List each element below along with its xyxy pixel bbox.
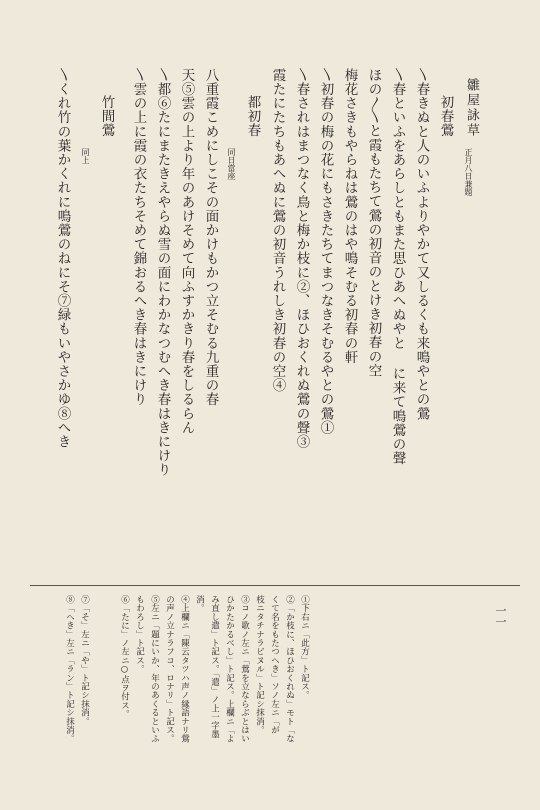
poem-line: 〵初春の梅の花にもさきたちてまつなきそむるやとの鶯① — [317, 68, 334, 435]
poem-heading: 初春鶯 — [437, 95, 454, 138]
poem-line: 〵春されはまつなく鳥と梅か枝に②、ほひおくれぬ鶯の聲③ — [293, 68, 310, 449]
page-number: 一一 — [494, 605, 507, 627]
poem-heading: 都初春 — [244, 95, 261, 138]
footnote-line: 消。 — [194, 595, 205, 613]
footnote-line: もわろし」ト記ス。 — [134, 595, 145, 674]
poem-line: 〵春きぬと人のいふよりやかて又しるくも来鳴やとの鶯 — [413, 68, 430, 421]
footnote-line: ⑤左ニ「題にいか、年のあくるといふ — [149, 595, 160, 743]
footnote-line: ひかたかるべし」ト記ス。上欄ニ「よ — [224, 595, 235, 743]
poem-line: ほの〳〵と霞もたちて鶯の初音のとけき初春の空 — [365, 68, 382, 378]
poem-heading-note: 同上 — [81, 148, 90, 164]
footnote-line: ⑥「たに」ノ左ニ○点ヲ付ス。 — [119, 595, 130, 719]
poem-line: 〵雲の上に霞の衣たちそめて錦おるへき春はきにけり — [130, 68, 147, 407]
footnote-line: ②「か枝に、ほひおくれぬ」モト「な — [284, 595, 295, 743]
poem-line: 天⑤雲の上より年のあけそめて向ふすかきり春をしるらん — [178, 68, 195, 435]
footnote-line: ③コノ歌ノ左ニ「鶯を立ならぶとはい — [239, 595, 250, 743]
footnote-line: ⑦「そ」左ニ「や」ト記シ抹消。 — [79, 595, 90, 726]
footnote-line: の声ノ立ナラフコ、ロナリ」ト記ス。 — [164, 595, 175, 743]
poem-heading: 竹間鶯 — [98, 95, 115, 138]
poem-line: 霞たにたちもあへぬに鶯の初音うれしき初春の空④ — [269, 68, 286, 393]
footnote-line: 枝ニタチナラビヌル」ト記シ抹消。 — [254, 595, 265, 735]
footnote-line: ①下右ニ「此方」ト記ス。 — [299, 595, 310, 700]
book-title-note: 正月八日兼題 — [464, 148, 473, 196]
notes-divider — [30, 585, 520, 586]
poem-line: 〵春といふをあらしともまた思ひあへぬやと に来て鳴鶯の聲 — [389, 68, 406, 466]
footnote-line: み直し遣」ト記ス。「遣」ノ上一字墨 — [209, 595, 220, 739]
poem-line: 〵くれ竹の葉かくれに鳴鶯のねにそ⑦緑もいやさかゆ⑧へき — [54, 68, 71, 449]
footnote-line: ⑧「へき」左ニ「ラン」ト記シ抹消。 — [64, 595, 75, 743]
poem-line: 〵都⑥たにまたきえやらぬ雪の面にわかなつむへき春はきにけり — [154, 68, 171, 477]
footnote-line: くて名をもたつへき」ソノ左ニ「が — [269, 595, 280, 735]
footnote-line: ④上欄ニ「陳云タツハ声ノ縁語ナリ鶯 — [179, 595, 190, 743]
poem-line: 梅花さきもやらねは鶯のはや鳴そむる初春の軒 — [341, 68, 358, 365]
book-title: 雛屋詠草 — [464, 78, 479, 138]
poem-line: 八重霞こめにしこその面かけもかつ立そむる九重の春 — [202, 68, 219, 407]
poem-heading-note: 同日當座 — [227, 148, 236, 180]
